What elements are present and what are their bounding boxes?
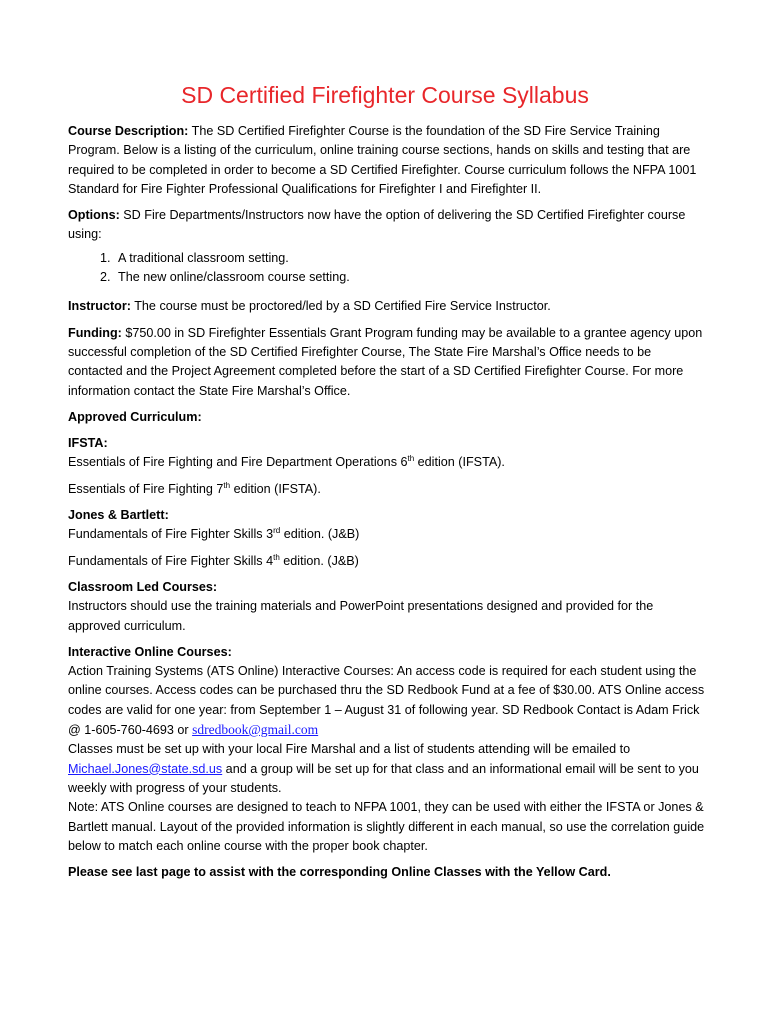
book-title: Essentials of Fire Fighting and Fire Department Operations 6 [68,455,408,470]
course-description-text: The SD Certified Firefighter Course is the foundation of the SD Fire Service Training Program. Below is a listing of the curriculum, online training course sections, hands on skills and testing that are required to be completed in order to become a SD Certified Firefighter. Course curriculum follows the NFPA 1001 Standard for Fire Fighter Professional Qualifications for Firefighter I and Firefighter II. [68,124,697,196]
book-edition: edition. (J&B) [279,553,359,568]
approved-curriculum-label: Approved Curriculum: [68,409,202,424]
online-paragraph-1 [68,662,708,740]
online-text: and a group will be set up for that class and an informational email will be sent to you weekly with progress of your students. [68,761,699,795]
ifsta-book-1 [68,453,708,472]
funding-text: $750.00 in SD Firefighter Essentials Grant Program funding may be available to a grantee agency upon successful completion of the SD Certified Firefighter Course, The State Fire Marshal’s Office needs to be contacted and the Project Agreement completed before the start of a SD Certified Firefighter Course. For more information contact the State Fire Marshal’s Office. [68,325,703,398]
instructor-text: The course must be proctored/led by a SD Certified Fire Service Instructor. [130,299,551,314]
ifsta-book-2 [68,480,708,499]
options-text: SD Fire Departments/Instructors now have the option of delivering the SD Certified Firefighter course using: [68,208,686,242]
book-edition: edition (IFSTA). [414,455,505,470]
online-heading: Interactive Online Courses: [68,644,232,659]
michael-jones-email-link[interactable]: Michael.Jones@state.sd.us [68,761,223,776]
jb-heading: Jones & Bartlett: [68,508,169,523]
closing-note: Please see last page to assist with the corresponding Online Classes with the Yellow Card. [68,865,611,880]
jb-book-1 [68,525,708,544]
book-title: Essentials of Fire Fighting 7 [68,481,224,496]
book-title: Fundamentals of Fire Fighter Skills 3 [68,527,274,542]
funding [68,324,708,401]
ordinal-suffix: th [273,552,280,562]
list-item: 1. A traditional classroom setting. [114,249,708,268]
instructor [68,297,708,316]
ordinal-suffix: rd [273,526,281,536]
options [68,206,708,245]
options-label: Options: [68,208,120,223]
online-text: Classes must be set up with your local Fire Marshal and a list of students attending will be emailed to [68,742,631,757]
book-edition: edition. (J&B) [280,527,360,542]
list-item: 2. The new online/classroom course setting. [114,268,708,287]
classroom-heading: Classroom Led Courses: [68,579,218,594]
ordinal-suffix: th [407,454,415,464]
online-text: Action Training Systems (ATS Online) Interactive Courses: An access code is required for each student using the online courses. Access codes can be purchased thru the SD Redbook Fund at a fee of $30.00. ATS Online access codes are valid for one year: from September 1 – August 31 of following year. SD Redbook Contact is Adam Frick @ 1-605-760-4693 or [68,664,705,738]
approved-curriculum-heading [68,408,708,427]
book-edition: edition (IFSTA). [230,481,321,496]
course-description [68,122,708,199]
course-description-label: Course Description: [68,124,189,138]
sdredbook-email-link[interactable]: sdredbook@gmail.com [192,722,319,738]
online-paragraph-2 [68,740,708,798]
online-note: Note: ATS Online courses are designed to teach to NFPA 1001, they can be used with either the IFSTA or Jones & Bartlett manual. Layout of the provided information is slightly different in each manual, so use the correlation guide below to match each online course with the proper book chapter. [68,800,705,853]
jb-book-2 [68,552,708,571]
instructor-label: Instructor: [68,299,131,314]
ifsta-heading: IFSTA: [68,436,108,451]
funding-label: Funding: [68,325,122,340]
book-title: Fundamentals of Fire Fighter Skills 4 [68,553,274,568]
options-list [68,249,708,288]
ordinal-suffix: th [223,480,231,490]
classroom-text: Instructors should use the training materials and PowerPoint presentations designed and provided for the approved curriculum. [68,599,654,633]
document-body [68,122,708,889]
page-title: SD Certified Firefighter Course Syllabus [181,82,589,108]
